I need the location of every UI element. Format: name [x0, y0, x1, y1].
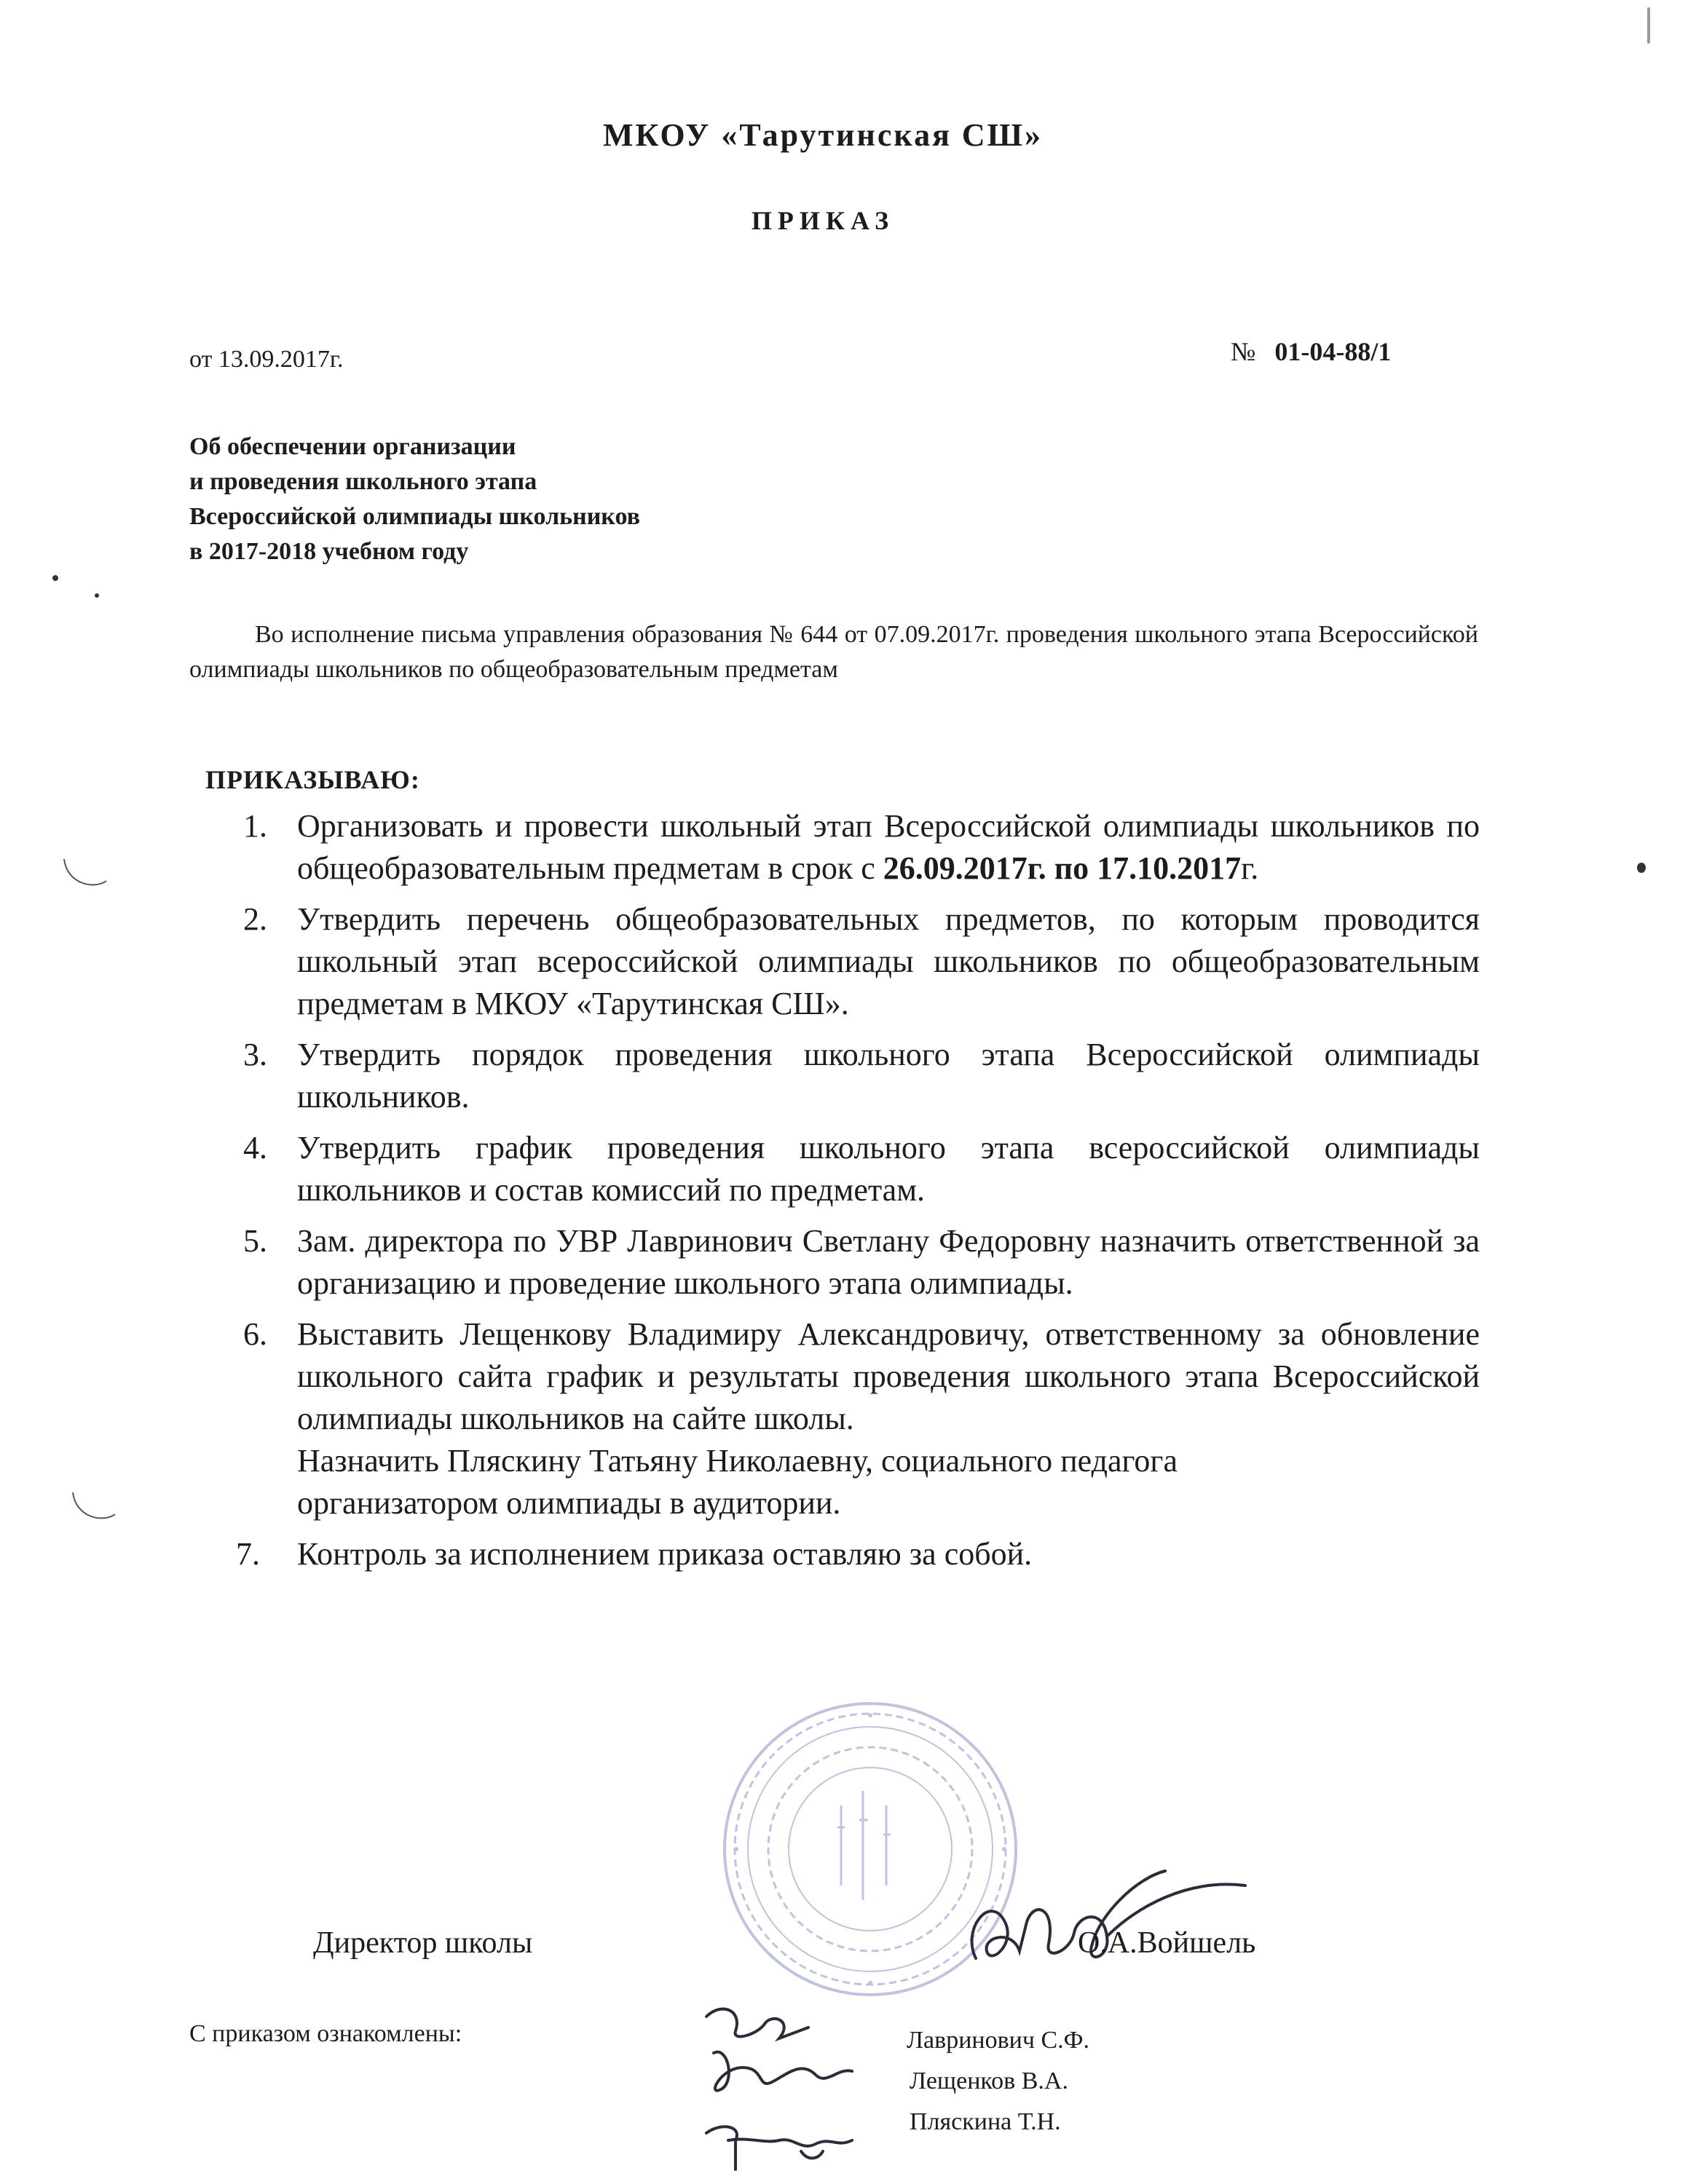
item-number: 2.: [243, 901, 267, 937]
acknowledgement-names: [907, 2020, 1089, 2143]
scan-speck: [1637, 863, 1646, 873]
order-item-1: [233, 805, 1480, 890]
signatory-name: О.А.Войшель: [1078, 1926, 1256, 1960]
subject-line: в 2017-2018 учебном году: [189, 538, 469, 565]
item-number: 4.: [243, 1130, 267, 1166]
scan-speck: [52, 575, 58, 581]
acknowledged-person: Лещенков В.А.: [910, 2068, 1068, 2094]
acknowledgement-signatures: [692, 1995, 867, 2184]
item-text: Утвердить порядок проведения школьного этапа Всероссийской олимпиады школьников.: [297, 1037, 1480, 1115]
order-subject: [189, 430, 640, 569]
punch-hole-mark: [58, 852, 109, 895]
organization-title: МКОУ «Тарутинская СШ»: [603, 117, 1043, 153]
order-item-5: [233, 1220, 1480, 1305]
subject-line: Всероссийской олимпиады школьников: [189, 503, 640, 530]
scan-edge-mark: [1647, 7, 1650, 44]
order-number: [1231, 336, 1391, 367]
order-item-7: [233, 1533, 1480, 1575]
item-text: Контроль за исполнением приказа оставляю за собой.: [297, 1536, 1033, 1572]
acknowledgement-label: С приказом ознакомлены:: [189, 2020, 462, 2047]
acknowledged-person: Пляскина Т.Н.: [910, 2108, 1061, 2135]
order-item-4: [233, 1127, 1480, 1211]
acknowledged-person: Лавринович С.Ф.: [907, 2027, 1089, 2054]
subject-line: и проведения школьного этапа: [189, 468, 537, 495]
order-date: от 13.09.2017г.: [189, 346, 344, 373]
punch-hole-mark: [67, 1485, 118, 1529]
scan-speck: [95, 593, 99, 598]
number-sign: №: [1231, 337, 1256, 366]
order-item-6: [233, 1313, 1480, 1524]
item-extra-line: Назначить Пляскину Татьяну Николаевну, социального педагога: [297, 1443, 1178, 1479]
signatory-title: Директор школы: [313, 1926, 533, 1960]
preamble: Во исполнение письма управления образования № 644 от 07.09.2017г. проведения школьного этапа Всероссийской олимпиады школьников по общеобразовательным предметам: [189, 621, 1478, 683]
item-extra-line: организатором олимпиады в аудитории.: [297, 1485, 841, 1521]
order-item-2: [233, 898, 1480, 1025]
item-text: Утвердить график проведения школьного этапа всероссийской олимпиады школьников и состав комиссий по предметам.: [297, 1130, 1480, 1208]
order-item-3: [233, 1034, 1480, 1118]
date-from: 26.09.2017г.: [883, 850, 1046, 886]
document-type: ПРИКАЗ: [751, 206, 895, 235]
item-text: Зам. директора по УВР Лавринович Светлану Федоровну назначить ответственной за организацию и проведение школьного этапа олимпиады.: [297, 1223, 1480, 1301]
item-number: 1.: [243, 808, 267, 844]
item-text: Организовать и провести школьный этап Всероссийской олимпиады школьников по общеобразовательным предметам в срок с: [297, 808, 1480, 886]
item-number: 3.: [243, 1037, 267, 1072]
order-number-value: 01-04-88/1: [1274, 337, 1392, 366]
item-number: 7.: [236, 1536, 260, 1572]
subject-line: Об обеспечении организации: [189, 433, 516, 460]
order-items: [233, 805, 1480, 1584]
item-text: Утвердить перечень общеобразовательных предметов, по которым проводится школьный этап всероссийской олимпиады школьников по общеобразовательным предметам в МКОУ «Тарутинская СШ».: [297, 901, 1480, 1021]
order-heading: ПРИКАЗЫВАЮ:: [205, 765, 420, 794]
date-to: по 17.10.2017: [1054, 850, 1242, 886]
item-text: Выставить Лещенкову Владимиру Александровичу, ответственному за обновление школьного сайта график и результаты проведения школьного этапа Всероссийской олимпиады школьников на сайте школы.: [297, 1316, 1480, 1436]
item-number: 5.: [243, 1223, 267, 1259]
date-to-suffix: г.: [1241, 850, 1259, 886]
item-number: 6.: [243, 1316, 267, 1352]
